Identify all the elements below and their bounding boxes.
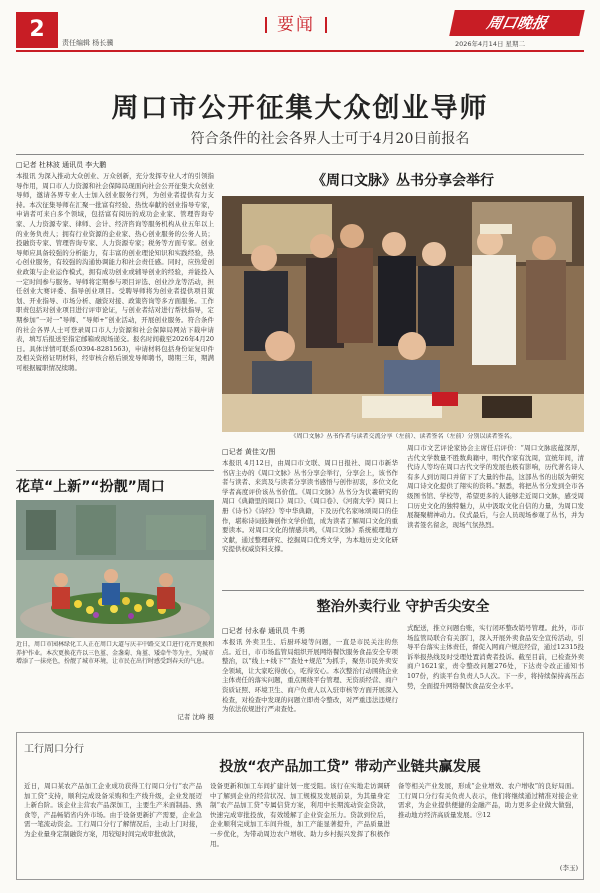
- flowers-photo: [16, 500, 214, 638]
- flowers-caption: 近日，周口市园林绿化工人正在周口大道与庆丰中路交叉口进行花卉更换和养护作业。本次更换花卉以三色堇、金盏菊、角堇、矮牵牛等为主，为城市增添了一抹亮色，扮靓了城市环境，让市民在出行时感受到春天的气息。: [16, 641, 214, 666]
- lead-rule: [16, 154, 584, 155]
- book-event-photo: [222, 196, 584, 432]
- flowers-rule: [16, 470, 214, 471]
- book-headline: 《周口文脉》丛书分享会举行: [312, 173, 494, 189]
- book-body-right: 周口市文艺评论家协会主席任启评价：“周口文脉底蕴深厚，古代文学数量不胜数典籍中，明代作家有沈周，宣统年间，清代诗人等均在周口古代文学的发展也极有影响，历代著名诗人有多人到访周口并留下了大量的作品，这部丛书的出版为研究周口诗文化提供了翔实的资料。”据悉，将把丛书分发到全市各级图书馆、学校等，希望更多的人能够走近周口文脉，感受周口历史文化的独特魅力，从中汲取文化自信的力量，为周口发展凝聚精神动力。仪式最后，与会人员现场参观了丛书，并为读者签名留念，现场气氛热烈。: [407, 444, 584, 529]
- food-rule: [222, 590, 584, 591]
- book-photo-caption: 《周口文脉》丛书作者与读者交流分享（左前）、读者签名（左前）分别以读者签名。: [290, 433, 516, 440]
- masthead-rule: [16, 50, 584, 52]
- lead-subhead: 符合条件的社会各界人士可于4月20日前报名: [190, 131, 470, 147]
- date-line: 2026年4月14日 星期二: [455, 40, 526, 48]
- editor-line: 责任编辑 杨长骥: [62, 39, 114, 47]
- icbc-section-label: 工行周口分行: [24, 744, 84, 755]
- newspaper-logo: 周口晚报: [449, 10, 585, 36]
- lead-headline: 周口市公开征集大众创业导师: [111, 93, 489, 124]
- icbc-signoff: (李玉): [559, 864, 578, 872]
- flowers-headline: 花草“上新”“扮靓”周口: [16, 479, 165, 495]
- book-byline: □记者 黄佳文/图: [222, 448, 276, 456]
- food-body-right: 式配送，推立问题台账，实行闭环整改销号管理。此外，市市场监管局联合有关部门，深入开展外卖食品安全宣传活动，引导平台落实主体责任，督促入网商户规范经营，通过12315投诉举报热线及时受理处置消费者投诉。截至目前，已检查外卖商户1621家，责令整改问题276处，下达责令改正通知书107份，约谈平台负责人5人次。下一步，将持续保持高压态势，全面提升网络餐饮食品安全水平。: [407, 624, 584, 690]
- food-byline: □记者 付永春 通讯员 牛勇: [222, 627, 306, 635]
- food-body-left: 本报讯 外卖卫生、后厨环境等问题，一直是市民关注的焦点。近日，市市场监管局组织开展网络餐饮服务食品安全专项整治，以“线上+线下”“查处+规范”为抓手，聚焦市民外卖安全领域，让大家吃得放心，吃得安心。本次整治行动围绕企业主体责任的落实问题，重点围绕平台管理、无资质经营、商户资质证照、环境卫生、商户负责人以入驻审核等方面开展深入检查，对检查中发现的问题立即责令整改，对严重违法违规行为依法依规进行严肃查处。: [222, 638, 398, 714]
- icbc-body-2: 设备更新和加工车间扩建计划一度受阻。该行在实地走访调研中了解到企业的经营状况、加工规模及发展前景，为其量身定制“农产品加工贷”专属信贷方案，利用中长期流动资金贷款，快速完成审批投放，有效缓解了企业资金压力。贷款到位后，企业顺利完成加工车间升级，加工产能显著提升，产品质量进一步优化，为带动周边农户增收、助力乡村振兴发挥了积极作用。: [210, 782, 390, 848]
- icbc-body-3: 备等相关产业发展，形成“企业增效、农户增收”的良好局面。工行周口分行有关负责人表示，他们将继续通过精准对接企业需求，为企业提供便捷的金融产品，助力更多企业做大做强，推动地方经济高质量发展。⑨12: [398, 782, 578, 819]
- book-body-left: 本报讯 4月12日，由周口市文联、周口日报社、周口市新华书店主办的《周口文脉》丛书分享会举行，分享会上，该书作者与读者、来宾及与读者分享读书感悟与创作初衷，多位文化学者高度评价该丛书价值。《周口文脉》丛书分为伏羲研究的周口《典籍里的周口》周口》、《周口卷》、《河南大学》周口上册《诗书》《诗经》等中华典籍，下及历代名家咏颂周口的佳作，堪称诗词鼓舞创作文学价值，成为读者了解周口文化的重要读本。对周口文化的情感共鸣，《周口文脉》系统梳理地方文献，通过整理研究、挖掘周口优秀文学，为本地历史文化研究提供权威资料支撑。: [222, 459, 398, 554]
- section-label: 要闻: [277, 15, 315, 35]
- page-number: 2: [16, 12, 58, 48]
- lead-body: 本报讯 为深入推动大众创业、万众创新，充分发挥专业人才的引领指导作用，周口市人力资源和社会保障局现面向社会公开征集大众创业导师，邀请各界专业人士加入创业服务行列，为创业者提供有力支持。本次征集导师在汇聚一批富有经验、热忱奉献的创业指导专家，申请者可来自多个领域，包括富有阅历的成功企业家、管理咨询专家、人力资源专家、律师、会计、经济咨询等服务机构从业五年以上的业务负责人；拥有行业资源的企业家、热心创业服务的公务人员；投融资专家、管理咨询专家、人力资源专家；税务等方面专家。创业导师应具备较强的分析能力，有丰富的创业理论知识和实践经验，热心创业服务，有较强的沟通协调能力和社会责任感。同时，应热爱创业政策与企业运作模式，拥有成功创业或辅导创业的经验，并能投入一定时间参与服务。导师将定期参与项目评选、创业沙龙等活动，担任创业大赛评委、指导创业项目。受聘导师将为创业者提供项目策划、开业指导、市场分析、融资对接、政策咨询等多方面服务。工作职责包括对创业项目进行评审论证，与创业者结对进行帮扶指导，定期参加“一对一”导师、“导师+”创业活动，开展创业服务。符合条件的社会各界人士可登录周口市人力资源和社会保障局网站下载申请表，填写后报送至指定邮箱或现场递交。报名时间截至2026年4月20日。具体详情可联系(0394-8281563)，申请材料包括身份证复印件及相关资格证明材料，经审核合格后颁发导师聘书，聘期三年，期满可根据履职情况续聘。: [16, 172, 214, 372]
- lead-byline: □记者 杜林波 通讯员 李大鹏: [16, 161, 107, 169]
- icbc-headline: 投放“农产品加工贷” 带动产业链共赢发展: [219, 759, 481, 775]
- section-title: [255, 10, 337, 35]
- icbc-body-1: 近日，周口某农产品加工企业成功获得工行周口分行“农产品加工贷”支持，顺利完成设备采购和生产线升级，企业发展迈上新台阶。该企业主营农产品深加工，主要生产米面制品、熟食等，产品畅销省内外市场。由于设备更新扩产需要，企业急需一笔流动资金。工行周口分行了解情况后，主动上门对接，为企业量身定制融资方案，用较短时间完成审批放款，: [24, 782, 202, 838]
- food-headline: 整治外卖行业 守护舌尖安全: [316, 599, 490, 615]
- flowers-credit: 记者 沈峰 摄: [177, 713, 214, 721]
